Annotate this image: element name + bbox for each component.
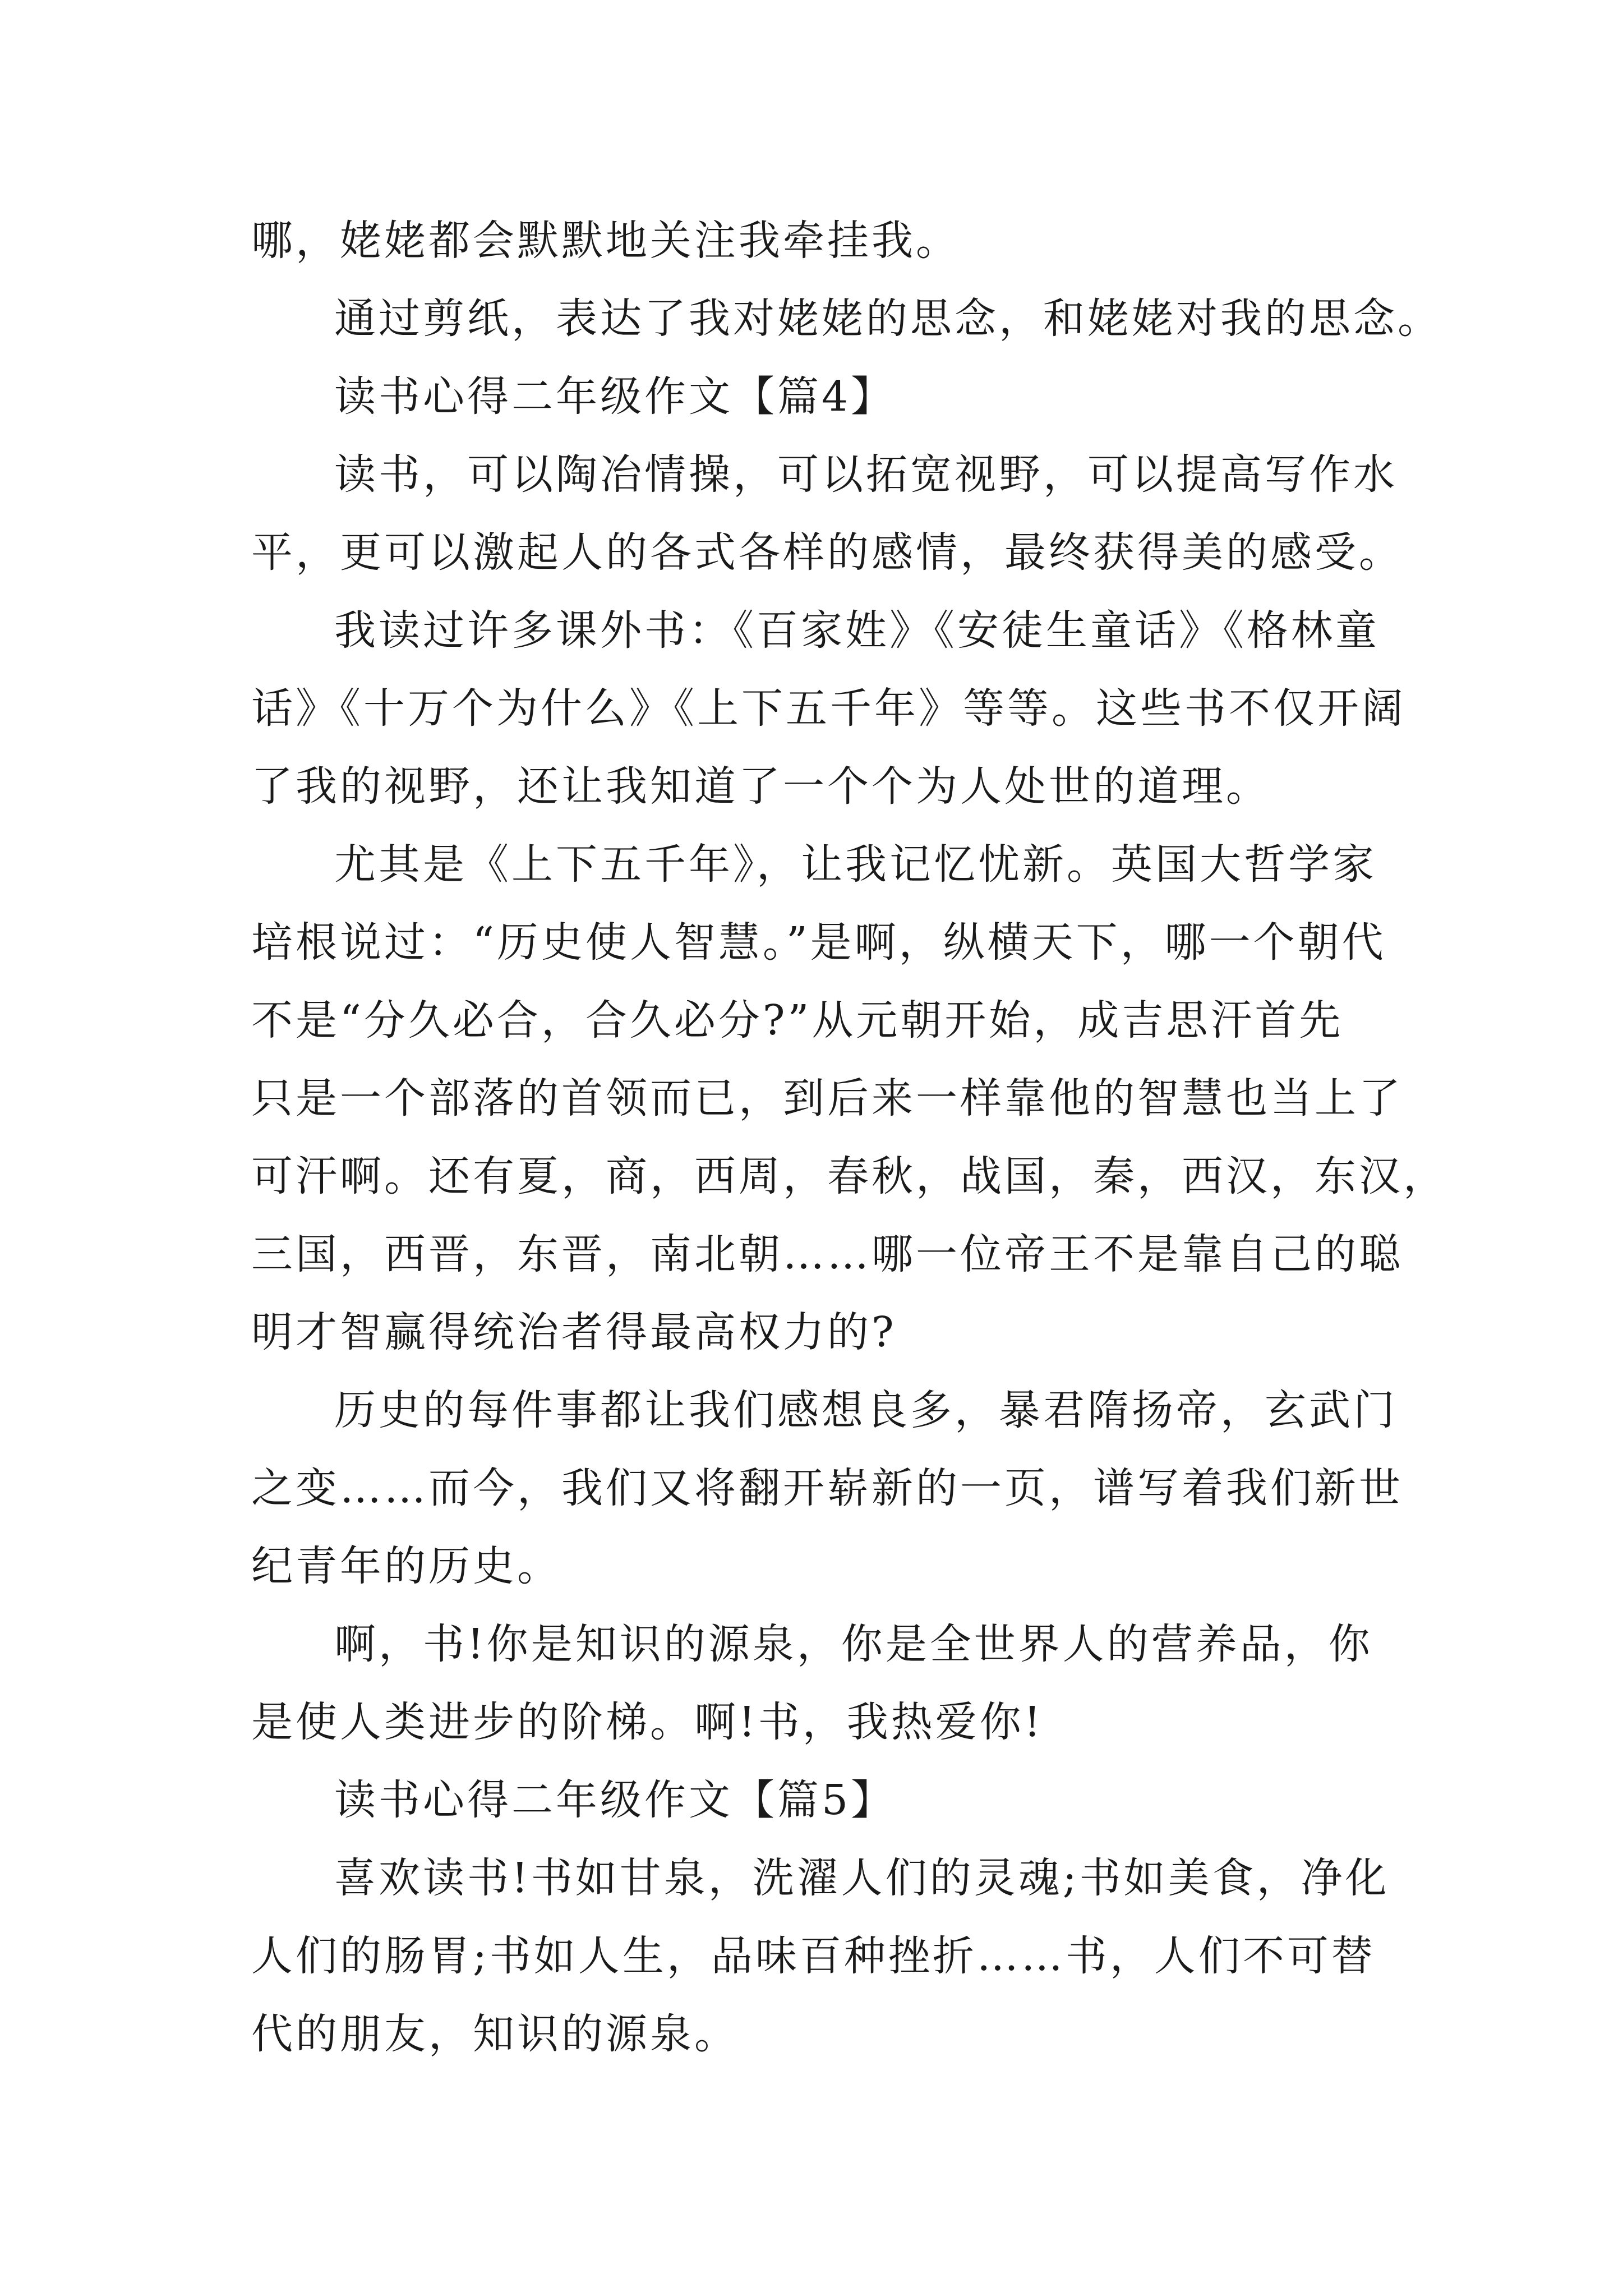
text-line: 培根说过：“历史使人智慧。”是啊，纵横天下，哪一个朝代	[251, 918, 1386, 967]
text-line: 尤其是《上下五千年》，让我记忆忧新。英国大哲学家	[334, 840, 1377, 889]
text-line: 通过剪纸，表达了我对姥姥的思念，和姥姥对我的思念。	[334, 295, 1442, 343]
text-line: 纪青年的历史。	[251, 1542, 561, 1590]
text-line: 是使人类进步的阶梯。啊!书，我热爱你!	[251, 1698, 1044, 1746]
text-line: 历史的每件事都让我们感想良多，暴君隋扬帝，玄武门	[334, 1386, 1398, 1434]
text-line: 人们的肠胃;书如人生，品味百种挫折……书，人们不可替	[251, 1932, 1376, 1980]
text-line: 喜欢读书!书如甘泉，洗濯人们的灵魂;书如美食，净化	[334, 1854, 1390, 1902]
text-line: 哪，姥姥都会默默地关注我牵挂我。	[251, 217, 960, 265]
text-line: 啊，书!你是知识的源泉，你是全世界人的营养品，你	[334, 1620, 1373, 1668]
text-line: 读书，可以陶冶情操，可以拓宽视野，可以提高写作水	[334, 450, 1398, 499]
text-line: 明才智赢得统治者得最高权力的?	[251, 1308, 897, 1356]
text-line: 话》《十万个为什么》《上下五千年》等等。这些书不仅开阔	[251, 684, 1406, 733]
text-line: 了我的视野，还让我知道了一个个为人处世的道理。	[251, 762, 1270, 811]
text-line: 可汗啊。还有夏，商，西周，春秋，战国，秦，西汉，东汉，	[251, 1152, 1447, 1200]
text-line: 平，更可以激起人的各式各样的感情，最终获得美的感受。	[251, 528, 1403, 577]
text-line: 我读过许多课外书：《百家姓》《安徒生童话》《格林童	[334, 606, 1380, 655]
section-heading: 读书心得二年级作文【篇4】	[334, 372, 896, 421]
text-line: 之变……而今，我们又将翻开崭新的一页，谱写着我们新世	[251, 1464, 1403, 1512]
text-line: 只是一个部落的首领而已，到后来一样靠他的智慧也当上了	[251, 1074, 1403, 1122]
text-line: 不是“分久必合，合久必分?”从元朝开始，成吉思汗首先	[251, 996, 1344, 1045]
text-line: 三国，西晋，东晋，南北朝……哪一位帝王不是靠自己的聪	[251, 1230, 1403, 1278]
section-heading: 读书心得二年级作文【篇5】	[334, 1776, 896, 1824]
document-page	[251, 202, 1447, 2073]
text-line: 代的朋友，知识的源泉。	[251, 2010, 739, 2058]
